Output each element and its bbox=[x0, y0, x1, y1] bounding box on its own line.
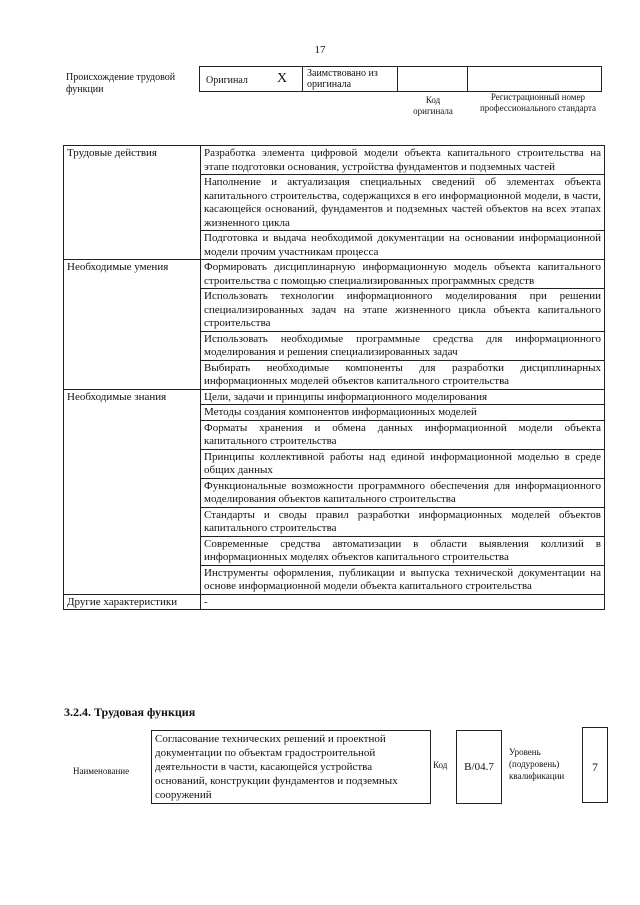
description-cell: Инструменты оформления, публикации и выпуска технической документации на основе информационной модели объекта капитального строительства bbox=[201, 565, 605, 594]
code-original-cell bbox=[398, 67, 468, 91]
page-number: 17 bbox=[314, 44, 326, 56]
description-cell: Наполнение и актуализация специальных сведений об элементах объекта капитального строительства, содержащихся в его информационной модели, в части, касающейся оснований, фундаментов и подземных частей объектов на всех этапах жизненного цикла bbox=[201, 175, 605, 231]
original-mark: X bbox=[277, 71, 288, 86]
description-cell: Выбирать необходимые компоненты для разработки дисциплинарных информационных моделей объектов капитального строительства bbox=[201, 360, 605, 389]
description-cell: Современные средства автоматизации в области выявления коллизий в информационных моделях объектов капитального строительства bbox=[201, 536, 605, 565]
reg-number-label: Регистрационный номер профессионального стандарта bbox=[479, 92, 597, 113]
name-label: Наименование bbox=[73, 766, 130, 776]
section-title: 3.2.4. Трудовая функция bbox=[64, 705, 196, 719]
category-cell: Необходимые умения bbox=[64, 260, 201, 390]
category-cell: Другие характеристики bbox=[64, 594, 201, 610]
description-cell: Разработка элемента цифровой модели объекта капитального строительства на этапе подготовки основания, устройства фундаментов и подземных частей bbox=[201, 146, 605, 175]
description-cell: Цели, задачи и принципы информационного моделирования bbox=[201, 389, 605, 405]
original-label: Оригинал bbox=[206, 75, 248, 86]
borrowed-label: Заимствовано из оригинала bbox=[303, 67, 398, 91]
code-original-label: Код оригинала bbox=[413, 95, 453, 116]
category-cell: Трудовые действия bbox=[64, 146, 201, 260]
original-cell bbox=[200, 67, 303, 91]
description-cell: - bbox=[201, 594, 605, 610]
description-cell: Функциональные возможности программного обеспечения для информационного моделирования объектов капитального строительства bbox=[201, 478, 605, 507]
category-cell: Необходимые знания bbox=[64, 389, 201, 594]
description-cell: Формировать дисциплинарную информационную модель объекта капитального строительства с помощью специализированных программных средств bbox=[201, 260, 605, 289]
table-row bbox=[64, 146, 605, 175]
description-cell: Использовать необходимые программные средства для информационного моделирования и решения специализированных задач bbox=[201, 331, 605, 360]
level-value: 7 bbox=[582, 727, 608, 803]
description-cell: Принципы коллективной работы над единой информационной моделью в среде общих данных bbox=[201, 449, 605, 478]
description-cell: Подготовка и выдача необходимой документации на основании информационной модели прочим участникам процесса bbox=[201, 231, 605, 260]
description-cell: Использовать технологии информационного моделирования при решении специализированных задач на этапе жизненного цикла объекта капитального строительства bbox=[201, 289, 605, 332]
description-cell: Стандарты и своды правил разработки информационных моделей объектов капитального строительства bbox=[201, 507, 605, 536]
origin-box bbox=[199, 66, 602, 92]
description-cell: Форматы хранения и обмена данных информационной модели объекта капитального строительства bbox=[201, 420, 605, 449]
description-cell: Методы создания компонентов информационных моделей bbox=[201, 405, 605, 421]
table-row bbox=[64, 389, 605, 405]
reg-number-cell bbox=[468, 67, 601, 91]
code-value: B/04.7 bbox=[456, 730, 502, 804]
table-row bbox=[64, 260, 605, 289]
labor-function-table bbox=[63, 145, 605, 610]
name-value: Согласование технических решений и проектной документации по объектам градостроительной деятельности в части, касающейся устройства оснований, конструкции фундаментов и подземных сооружений bbox=[151, 730, 431, 804]
code-label: Код bbox=[433, 760, 448, 770]
level-label: Уровень (подуровень) квалификации bbox=[509, 747, 565, 781]
origin-label: Происхождение трудовой функции bbox=[66, 72, 176, 95]
table-row bbox=[64, 594, 605, 610]
